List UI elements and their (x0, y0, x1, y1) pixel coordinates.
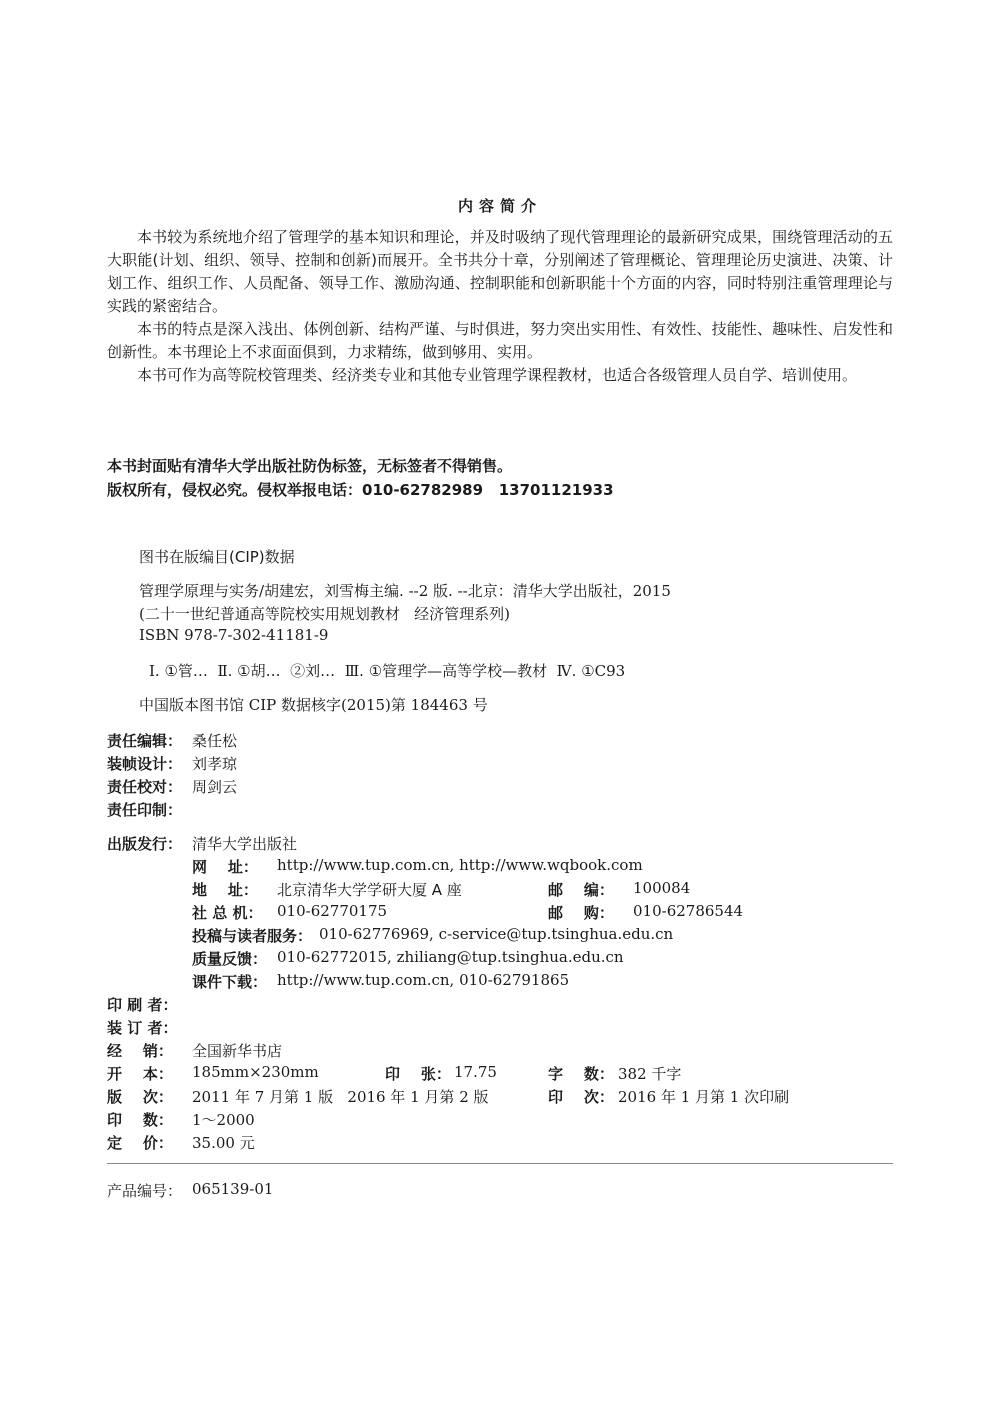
proof-name: 周剑云 (192, 778, 238, 796)
submission-value: 010-62776969, c-service@tup.tsinghua.edu.cn (319, 925, 674, 943)
courseware-download-label: 课件下载： (192, 973, 268, 991)
postcode-label: 邮 编： (548, 881, 614, 899)
quality-feedback-label: 质量反馈： (192, 950, 268, 968)
format-value: 185mm×230mm (192, 1063, 319, 1081)
summary-title: 内容简介 (457, 197, 542, 215)
print-supervisor-label: 责任印制： (107, 801, 183, 819)
distributor-label: 经 销： (107, 1042, 173, 1060)
address-value: 北京清华大学学研大厦 A 座 (277, 881, 462, 899)
address-label: 地 址： (192, 881, 258, 899)
word-count-label: 字 数： (548, 1065, 614, 1083)
sheets-value: 17.75 (454, 1063, 497, 1081)
binder-label: 装 订 者： (107, 1019, 178, 1037)
cip-series: (二十一世纪普通高等院校实用规划教材 经济管理系列) (139, 605, 511, 623)
switchboard-label: 社 总 机： (192, 904, 263, 922)
word-count-value: 382 千字 (618, 1065, 682, 1083)
price-label: 定 价： (107, 1134, 173, 1152)
summary-paragraph: 本书的特点是深入浅出、体例创新、结构严谨、与时俱进，努力突出实用性、有效性、技能性、趣味性、启发性和创新性。本书理论上不求面面俱到，力求精练，做到够用、实用。 (107, 320, 893, 361)
design-name: 刘孝琼 (192, 755, 238, 773)
design-label: 装帧设计： (107, 755, 183, 773)
impression-label: 印 次： (548, 1088, 614, 1106)
product-code-label: 产品编号： (107, 1182, 183, 1200)
proof-label: 责任校对： (107, 778, 183, 796)
edition-value: 2011 年 7 月第 1 版 2016 年 1 月第 2 版 (192, 1088, 489, 1106)
print-run-label: 印 数： (107, 1111, 173, 1129)
mail-order-label: 邮 购： (548, 904, 614, 922)
cip-entry: 管理学原理与实务/胡建宏，刘雪梅主编. --2 版. --北京：清华大学出版社，2015 (139, 582, 671, 600)
editor-name: 桑任松 (192, 732, 238, 750)
print-run-value: 1～2000 (192, 1111, 255, 1129)
mail-order-value: 010-62786544 (633, 902, 744, 920)
submission-label: 投稿与读者服务： (192, 927, 313, 945)
format-label: 开 本： (107, 1065, 173, 1083)
anti-counterfeit-notice: 本书封面贴有清华大学出版社防伪标签，无标签者不得销售。 (107, 457, 513, 475)
publisher-name: 清华大学出版社 (192, 835, 298, 853)
cip-heading: 图书在版编目(CIP)数据 (139, 548, 295, 566)
distributor-value: 全国新华书店 (192, 1042, 283, 1060)
copyright-notice: 版权所有，侵权必究。侵权举报电话：010-62782989 13701121933 (107, 481, 614, 499)
cip-isbn: ISBN 978-7-302-41181-9 (139, 626, 329, 644)
summary-body (107, 226, 893, 387)
website-value: http://www.tup.com.cn, http://www.wqbook.com (277, 856, 643, 874)
cip-classification: Ⅰ. ①管… Ⅱ. ①胡… ②刘… Ⅲ. ①管理学—高等学校—教材 Ⅳ. ①C93 (149, 662, 626, 680)
cip-number: 中国版本图书馆 CIP 数据核字(2015)第 184463 号 (139, 696, 488, 714)
summary-paragraph: 本书可作为高等院校管理类、经济类专业和其他专业管理学课程教材，也适合各级管理人员自学、培训使用。 (137, 366, 858, 384)
switchboard-value: 010-62770175 (277, 902, 388, 920)
website-label: 网 址： (192, 858, 258, 876)
quality-feedback-value: 010-62772015, zhiliang@tup.tsinghua.edu.cn (277, 948, 624, 966)
product-code-value: 065139-01 (192, 1180, 274, 1198)
price-value: 35.00 元 (192, 1134, 255, 1152)
postcode-value: 100084 (633, 879, 691, 897)
editor-label: 责任编辑： (107, 732, 183, 750)
impression-value: 2016 年 1 月第 1 次印刷 (618, 1088, 790, 1106)
printer-label: 印 刷 者： (107, 996, 178, 1014)
publisher-label: 出版发行： (107, 835, 183, 853)
sheets-label: 印 张： (385, 1065, 451, 1083)
divider-line (107, 1163, 893, 1164)
summary-paragraph: 本书较为系统地介绍了管理学的基本知识和理论，并及时吸纳了现代管理理论的最新研究成果，围绕管理活动的五大职能(计划、组织、领导、控制和创新)而展开。全书共分十章，分别阐述了管理概论、管理理论历史演进、决策、计划工作、组织工作、人员配备、领导工作、激励沟通、控制职能和创新职能十个方面的内容，同时特别注重管理理论与实践的紧密结合。 (107, 228, 893, 315)
courseware-download-value: http://www.tup.com.cn, 010-62791865 (277, 971, 570, 989)
edition-label: 版 次： (107, 1088, 173, 1106)
